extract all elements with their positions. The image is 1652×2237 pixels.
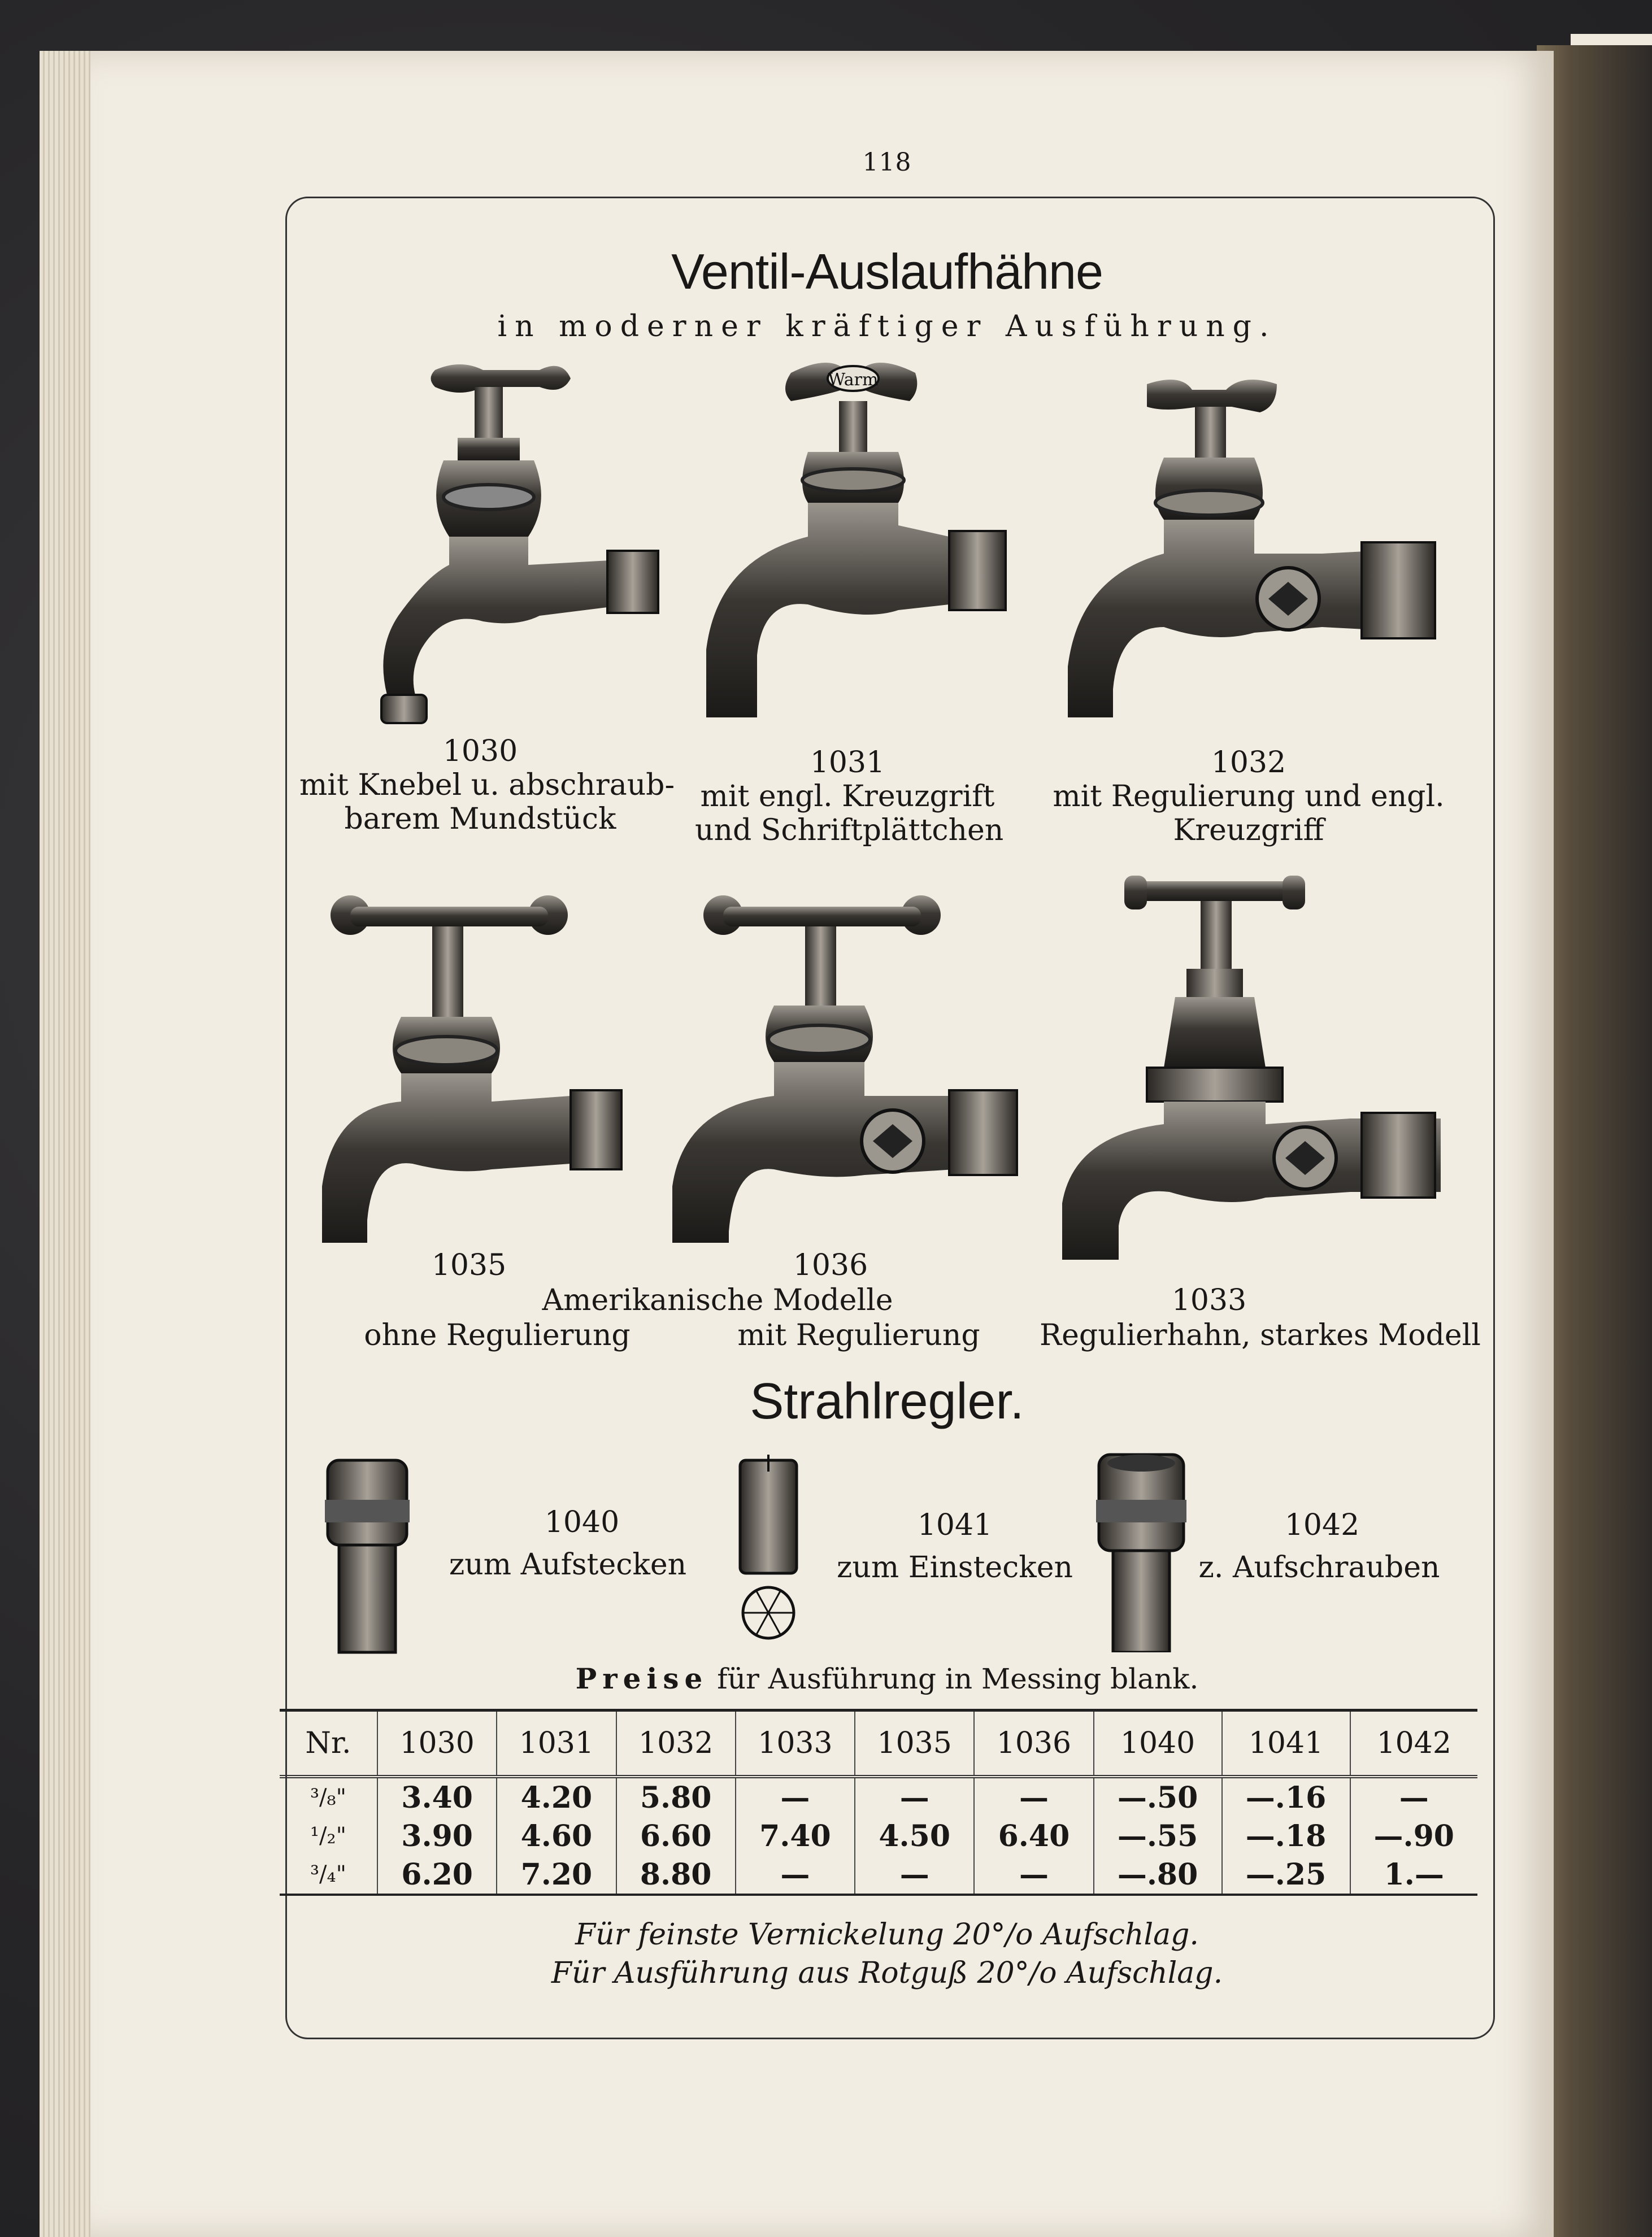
- product-1031-number: 1031: [810, 746, 885, 780]
- table-row: [280, 1777, 1477, 1817]
- header-cell: 1035: [855, 1711, 974, 1777]
- tap-1030-illustration: [314, 356, 664, 740]
- product-1031-desc-line1: mit engl. Kreuzgrift: [700, 780, 995, 813]
- table-cell: —: [855, 1777, 974, 1817]
- table-cell: —: [736, 1777, 855, 1817]
- prices-caption-bold: Preise: [575, 1662, 708, 1695]
- price-table: [280, 1709, 1477, 1896]
- product-1036-number: 1036: [793, 1248, 868, 1282]
- table-cell: —.55: [1094, 1817, 1222, 1855]
- table-cell: 4.60: [497, 1817, 616, 1855]
- table-cell: —.50: [1094, 1777, 1222, 1817]
- product-1035-desc: ohne Regulierung: [364, 1318, 631, 1352]
- table-cell: 6.60: [616, 1817, 736, 1855]
- table-cell: 7.20: [497, 1855, 616, 1895]
- header-cell: 1041: [1222, 1711, 1350, 1777]
- strahlregler-1040-illustration: [322, 1455, 412, 1658]
- table-cell: 3.90: [377, 1817, 497, 1855]
- product-1030-desc-line1: mit Knebel u. abschraub-: [299, 768, 675, 802]
- table-cell: 5.80: [616, 1777, 736, 1817]
- tap-1035-illustration: [322, 881, 627, 1243]
- footnote-nickel: Für feinste Vernickelung 20°/o Aufschlag.: [575, 1918, 1199, 1952]
- product-1033-desc: Regulierhahn, starkes Modell: [1040, 1318, 1481, 1352]
- strahlregler-1042-number: 1042: [1284, 1508, 1360, 1542]
- book-binding: [1537, 45, 1652, 2237]
- warm-badge: Warm: [828, 370, 879, 390]
- table-cell: —.16: [1222, 1777, 1350, 1817]
- header-cell: 1031: [497, 1711, 616, 1777]
- footnote-rotguss: Für Ausführung aus Rotguß 20°/o Aufschlag.: [551, 1956, 1223, 1990]
- product-1030-desc-line2: barem Mundstück: [344, 802, 616, 836]
- table-cell: ³/₈": [310, 1785, 346, 1811]
- table-cell: ¹/₂": [310, 1823, 346, 1849]
- header-cell: 1032: [616, 1711, 736, 1777]
- table-cell: 1.—: [1350, 1855, 1478, 1895]
- header-cell: 1040: [1094, 1711, 1222, 1777]
- strahlregler-1041-number: 1041: [917, 1508, 993, 1542]
- header-cell: 1030: [377, 1711, 497, 1777]
- header-cell: 1042: [1350, 1711, 1478, 1777]
- table-cell: 6.20: [377, 1855, 497, 1895]
- product-1031-desc-line2: und Schriftplättchen: [695, 813, 1004, 847]
- strahlregler-1041-illustration: [734, 1449, 802, 1641]
- table-row: [280, 1817, 1477, 1855]
- table-cell: —.80: [1094, 1855, 1222, 1895]
- american-models-caption: Amerikanische Modelle: [542, 1283, 893, 1317]
- strahlregler-title: Strahlregler.: [750, 1373, 1024, 1430]
- tap-1033-illustration: [1057, 864, 1452, 1260]
- header-cell: Nr.: [280, 1711, 377, 1777]
- product-1033-number: 1033: [1171, 1283, 1247, 1317]
- table-cell: 7.40: [736, 1817, 855, 1855]
- table-row: [280, 1855, 1477, 1895]
- strahlregler-1040-number: 1040: [544, 1505, 620, 1539]
- page-subtitle: in moderner kräftiger Ausführung.: [497, 310, 1277, 343]
- product-1032-desc-line1: mit Regulierung und engl.: [1053, 780, 1445, 813]
- table-cell: ³/₄": [280, 1855, 377, 1895]
- table-cell: —.90: [1350, 1817, 1478, 1855]
- table-cell: —.18: [1222, 1817, 1350, 1855]
- table-cell: 8.80: [616, 1855, 736, 1895]
- table-cell: —: [1350, 1777, 1478, 1817]
- product-1030-number: 1030: [442, 734, 518, 768]
- strahlregler-1042-label: z. Aufschrauben: [1198, 1551, 1440, 1585]
- table-cell: 6.40: [974, 1817, 1093, 1855]
- table-cell: —: [855, 1855, 974, 1895]
- tap-1032-illustration: [1068, 373, 1441, 734]
- table-cell: 3.40: [377, 1777, 497, 1817]
- header-cell: 1033: [736, 1711, 855, 1777]
- prices-caption: [0, 1662, 1652, 1695]
- table-cell: —: [736, 1855, 855, 1895]
- strahlregler-1042-illustration: [1093, 1449, 1189, 1652]
- product-1035-number: 1035: [431, 1248, 507, 1282]
- tap-1031-illustration: [695, 356, 1011, 729]
- page-number: 118: [862, 148, 912, 177]
- table-cell: 4.20: [497, 1777, 616, 1817]
- table-cell: —: [974, 1777, 1093, 1817]
- prices-caption-rest: für Ausführung in Messing blank.: [717, 1662, 1199, 1695]
- tap-1036-illustration: [661, 881, 1023, 1243]
- table-cell: —.25: [1222, 1855, 1350, 1895]
- product-1032-desc-line2: Kreuzgriff: [1173, 813, 1324, 847]
- table-cell: 4.50: [855, 1817, 974, 1855]
- strahlregler-1040-label: zum Aufstecken: [449, 1548, 687, 1582]
- strahlregler-1041-label: zum Einstecken: [836, 1551, 1073, 1585]
- header-cell: 1036: [974, 1711, 1093, 1777]
- product-1036-desc: mit Regulierung: [737, 1318, 980, 1352]
- table-cell: —: [974, 1855, 1093, 1895]
- page-title: Ventil-Auslaufhähne: [671, 243, 1103, 299]
- product-1032-number: 1032: [1211, 746, 1286, 780]
- price-table-header-row: [280, 1711, 1477, 1777]
